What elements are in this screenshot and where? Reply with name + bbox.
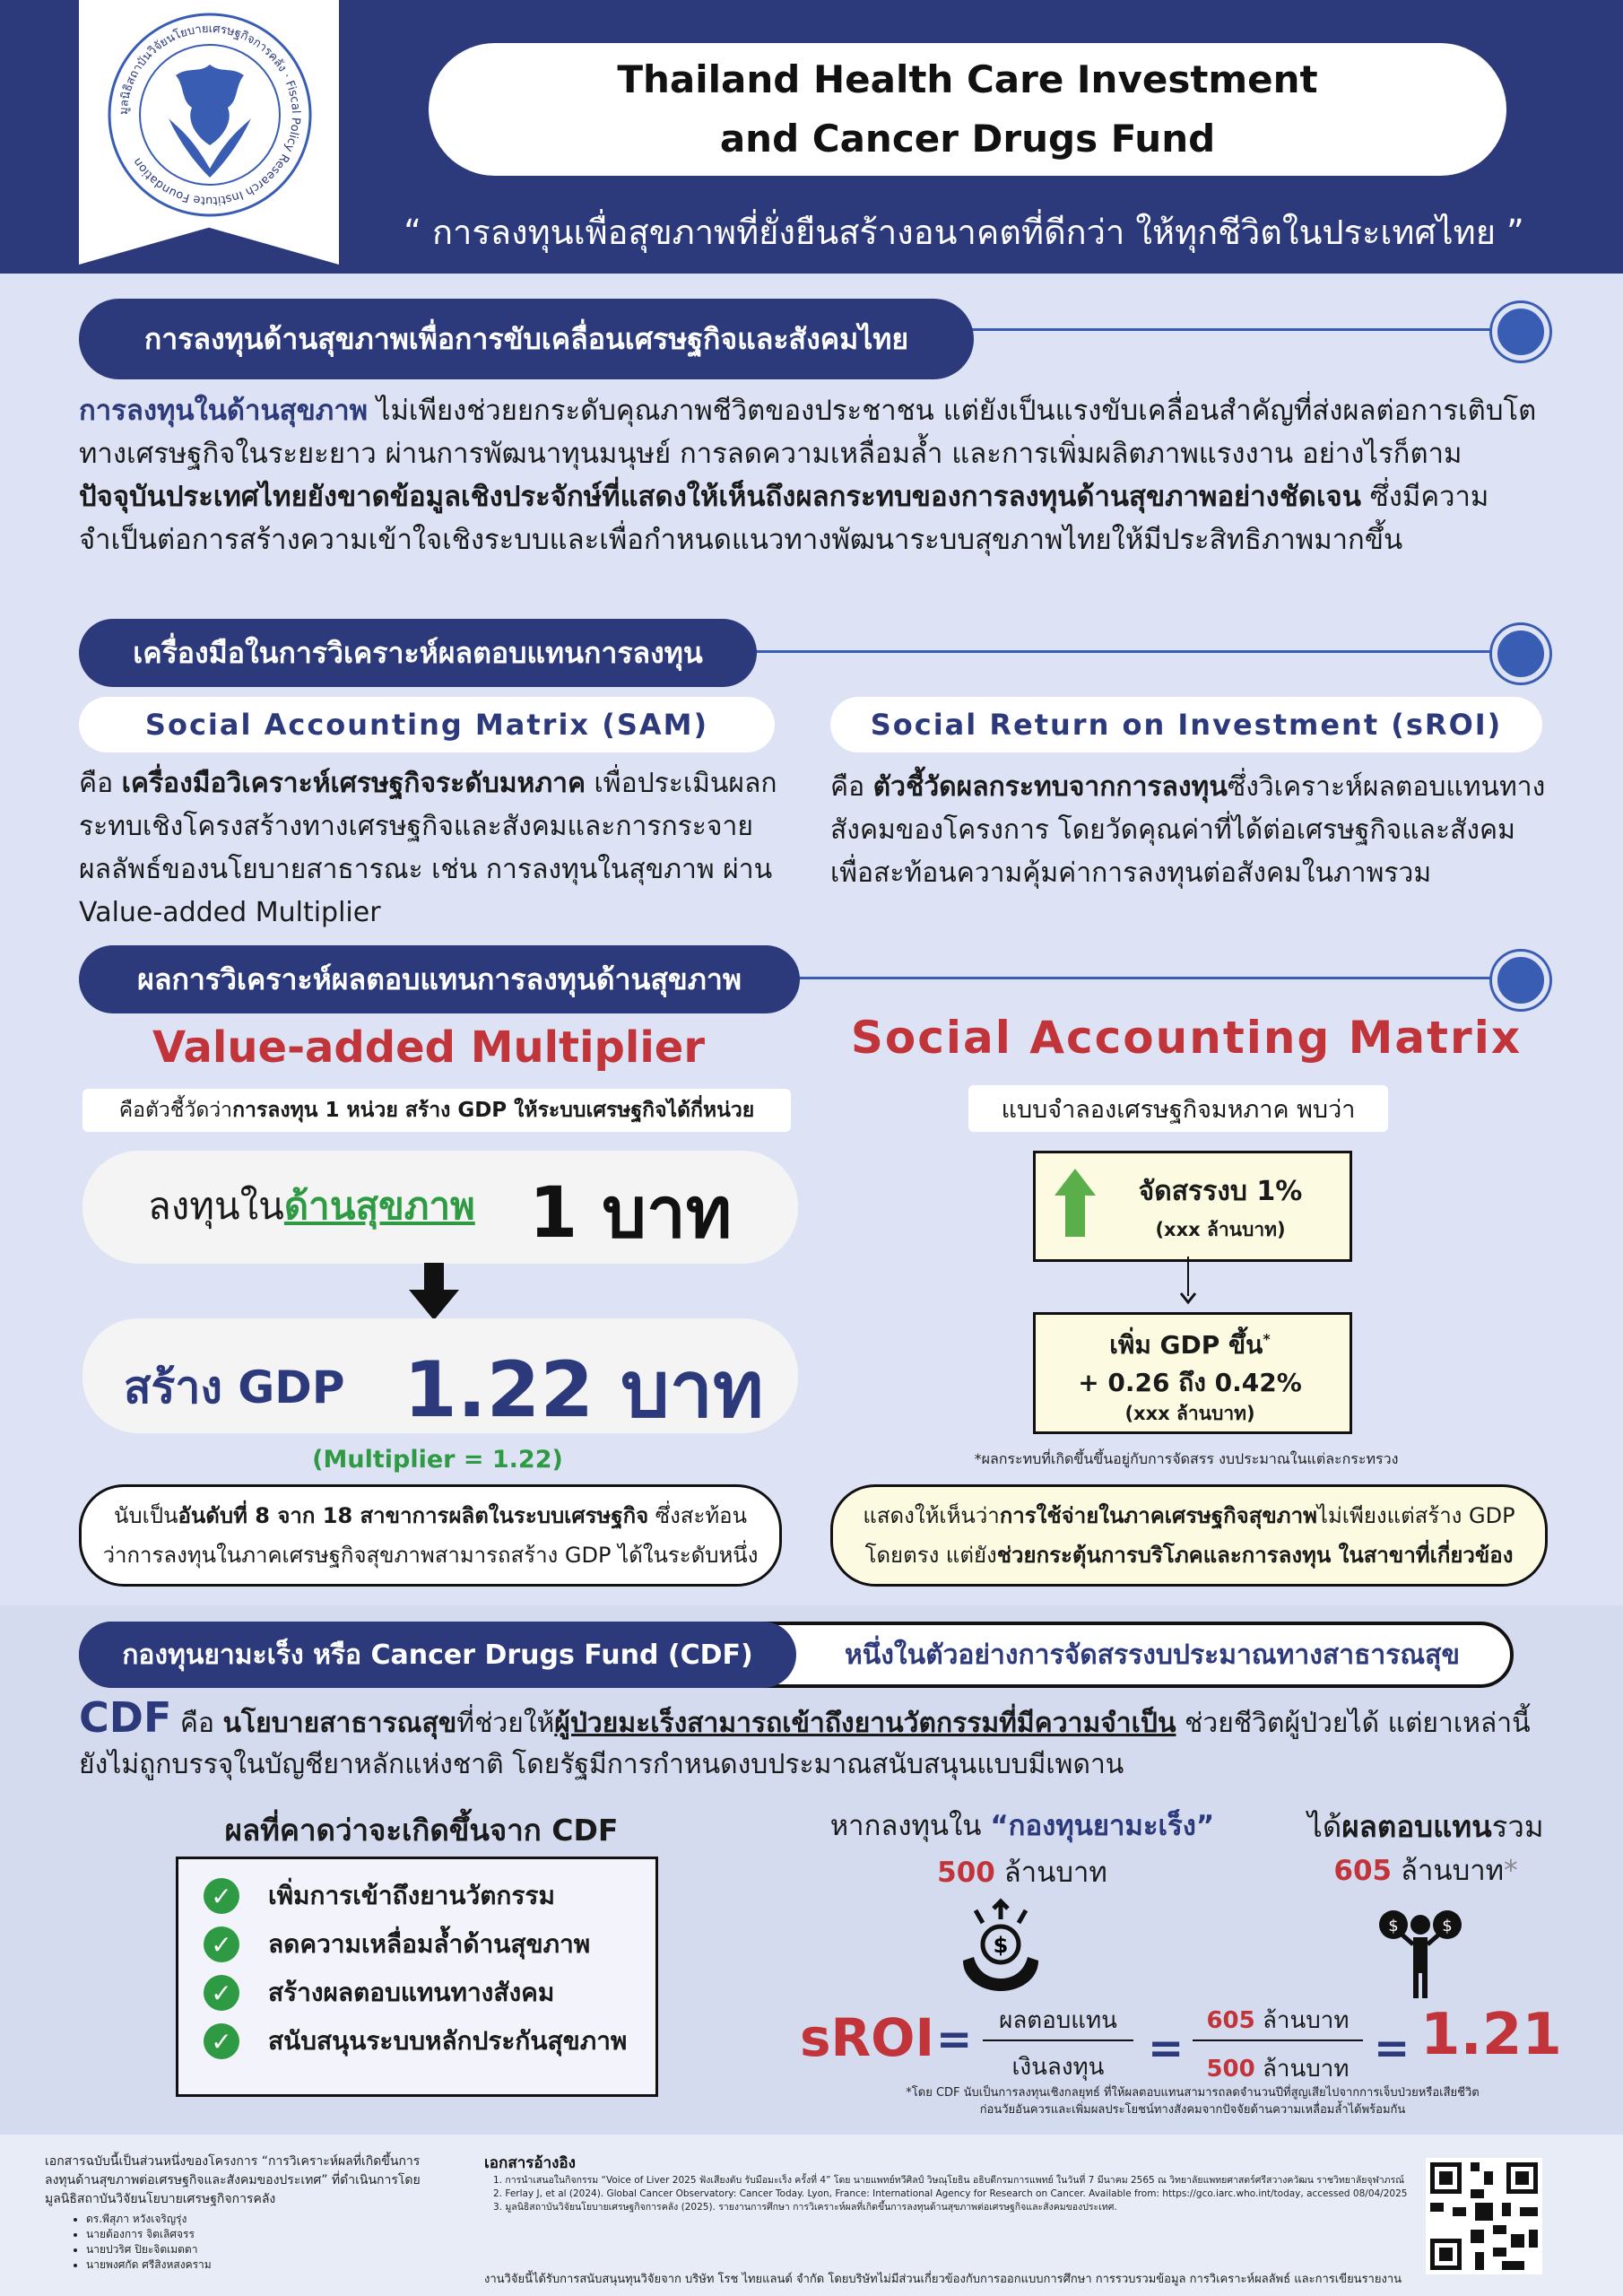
section3-dot	[1492, 952, 1549, 1009]
green-up-arrow-icon	[1055, 1169, 1096, 1237]
gdp-up-unit: (xxx ล้านบาท)	[1124, 1403, 1255, 1424]
title-line-2: and Cancer Drugs Fund	[719, 117, 1216, 161]
team-member: • ดร.พีสุภา หวังเจริญรุ่ง	[86, 2212, 427, 2227]
alloc-label: จัดสรรงบ 1%	[1138, 1176, 1303, 1207]
seal-text: มูลนิธิสถาบันวิจัยนโยบายเศรษฐกิจการคลัง · Fiscal Policy Research Institute Foundation	[117, 22, 303, 208]
cdf-return-value: 605	[1333, 1855, 1393, 1887]
cdf-return-pre: ได้	[1307, 1809, 1342, 1844]
frac1-den: เงินลงทุน	[1011, 2054, 1105, 2081]
spend-bold-2: ช่วยกระตุ้นการบริโภคและการลงทุน ในสาขาที่เกี่ยวข้อง	[996, 1543, 1514, 1568]
frac2-den	[1193, 2050, 1363, 2087]
spend-mid: ไม่เพียงแต่สร้าง GDP โดยตรง แต่ยัง	[864, 1503, 1515, 1568]
sam-footnote: *ผลกระทบที่เกิดขึ้นขึ้นอยู่กับการจัดสรร งบประมาณในแต่ละกระทรวง	[974, 1450, 1399, 1467]
eagle-seal-icon	[106, 11, 314, 219]
cdf-invest-fund: “กองทุนยามะเร็ง”	[990, 1810, 1215, 1842]
sam-description	[79, 762, 787, 935]
gdp-label: สร้าง GDP	[124, 1361, 345, 1413]
rank-bold: อันดับที่ 8 จาก 18 สาขาการผลิตในระบบเศรษฐกิจ	[178, 1503, 649, 1528]
cdf-return-amount	[1264, 1848, 1587, 1892]
expected-item-label: เพิ่มการเข้าถึงยานวัตกรรม	[268, 1881, 555, 1910]
sroi-title: Social Return on Investment (sROI)	[830, 697, 1542, 752]
cdf-invest-pre: หากลงทุนใน	[829, 1810, 982, 1842]
svg-text:$: $	[1442, 1917, 1453, 1935]
cdf-return-mark: *	[1504, 1855, 1518, 1887]
frac2-num-value: 605	[1206, 2007, 1255, 2034]
spend-box	[830, 1484, 1548, 1587]
cdf-pre: คือ	[171, 1708, 223, 1739]
invest-pre: ลงทุนใน	[148, 1184, 284, 1228]
cdf-description	[79, 1693, 1541, 1786]
sam-pre: คือ	[79, 768, 122, 799]
ref-item: 3. มูลนิธิสถาบันวิจัยนโยบายเศรษฐกิจการคลัง (2025). รายงานการศึกษา การวิเคราะห์ผลที่เกิดขึ้นการลงทุนด้านสุขภาพต่อเศรษฐกิจและสังคมของประเทศ.	[493, 2202, 1117, 2213]
section1-line	[897, 328, 1524, 331]
money-bags-person-icon	[1377, 1905, 1463, 1998]
sroi-value: 1.21	[1420, 2002, 1562, 2068]
title-line-1: Thailand Health Care Investment	[617, 57, 1318, 101]
section1-dot	[1492, 303, 1549, 361]
section4-tagline: หนึ่งในตัวอย่างการจัดสรรงบประมาณทางสาธารณสุข	[845, 1639, 1460, 1671]
equals-1: =	[936, 2014, 973, 2065]
refs-title: เอกสารอ้างอิง	[484, 2154, 576, 2172]
gdp-amount: 1.22 บาท	[404, 1345, 764, 1435]
frac2-bar	[1193, 2039, 1363, 2041]
sroi-rest: ซึ่งวิเคราะห์ผลตอบแทนทางสังคมของโครงการ โดยวัดคุณค่าที่ได้ต่อเศรษฐกิจและสังคมเพื่อสะท้อนความคุ้มค่าการลงทุนต่อสังคมในภาพรวม	[830, 771, 1546, 889]
cdf-invest-unit: ล้านบาท	[994, 1857, 1107, 1889]
section1-text-1: ไม่เพียงช่วยยกระดับคุณภาพชีวิตของประชาชน แต่ยังเป็นแรงขับเคลื่อนสำคัญที่ส่งผลต่อการเติบโตทางเศรษฐกิจในระยะยาว ผ่านการพัฒนาทุนมนุษย์ การลดความเหลื่อมล้ำ และการเพิ่มผลิตภาพแรงงาน อย่างไรก็ตาม	[79, 395, 1537, 470]
section1-text-2: ซึ่งมีความจำเป็นต่อการสร้างความเข้าใจเชิงระบบและเพื่อกำหนดแนวทางพัฒนาระบบสุขภาพไทยให้มีประสิทธิภาพมากขึ้น	[79, 481, 1489, 556]
gdp-up-label: เพิ่ม GDP ขึ้น	[1109, 1330, 1263, 1360]
vam-desc-bold: การลงทุน 1 หน่วย สร้าง GDP ให้ระบบเศรษฐกิจได้กี่หน่วย	[232, 1099, 755, 1122]
cdf-return-unit: ล้านบาท	[1392, 1855, 1505, 1887]
ref-item: 2. Ferlay J, et al (2024). Global Cancer Observatory: Cancer Today. Lyon, France: International Agency for Research on Cancer. Available from: https://gco.iarc.who.int/today, accessed 08/04/2025	[493, 2188, 1408, 2199]
expected-item-label: สนับสนุนระบบหลักประกันสุขภาพ	[268, 2026, 628, 2056]
title-box	[429, 43, 1506, 176]
rank-pre: นับเป็น	[114, 1503, 178, 1528]
cdf-footnote: *โดย CDF นับเป็นการลงทุนเชิงกลยุทธ์ ที่ให้ผลตอบแทนสามารถลดจำนวนปีที่สูญเสียไปจากการเจ็บป่วยหรือเสียชีวิตก่อนวัยอันควรและเพิ่มผลประโยชน์ทางสังคมจากปัจจัยด้านความเหลื่อมล้ำได้พร้อมกัน	[906, 2086, 1480, 2117]
expected-item-label: ลดความเหลื่อมล้ำด้านสุขภาพ	[268, 1929, 591, 1959]
cdf-bold: นโยบายสาธารณสุข	[222, 1708, 457, 1739]
slogan: “ การลงทุนเพื่อสุขภาพที่ยั่งยืนสร้างอนาคตที่ดีกว่า ให้ทุกชีวิตในประเทศไทย ”	[404, 213, 1524, 252]
frac1-bar	[983, 2039, 1133, 2041]
frac1-num: ผลตอบแทน	[999, 2007, 1117, 2034]
footer-team	[50, 2212, 427, 2273]
equals-3: =	[1374, 2023, 1410, 2074]
section3-line	[771, 977, 1524, 979]
sroi-pre: คือ	[830, 771, 873, 803]
spend-text	[848, 1496, 1530, 1575]
cdf-return-post: รวม	[1491, 1809, 1544, 1844]
refs-list	[493, 2174, 1417, 2214]
frac2-den-unit: ล้านบาท	[1254, 2056, 1350, 2083]
section2-dot	[1492, 625, 1549, 683]
alloc-unit: (xxx ล้านบาท)	[1155, 1219, 1286, 1240]
sam-rest: เพื่อประเมินผลกระทบเชิงโครงสร้างทางเศรษฐกิจและสังคมและการกระจายผลลัพธ์ของนโยบายสาธารณะ เช่น การลงทุนในสุขภาพ ผ่าน Value-added Multiplier	[79, 768, 777, 928]
frac2-num	[1193, 2002, 1363, 2039]
invest-amount: 1 บาท	[529, 1173, 733, 1254]
sroi-label: sROI	[800, 2007, 935, 2068]
sam-title: Social Accounting Matrix (SAM)	[79, 697, 775, 752]
section1-paragraph	[79, 389, 1541, 561]
expected-item	[204, 1872, 655, 1920]
vam-desc-pre: คือตัวชี้วัดว่า	[118, 1099, 233, 1122]
cdf-invest-amount	[789, 1849, 1255, 1894]
gdp-up-range: + 0.26 ถึง 0.42%	[1078, 1368, 1302, 1397]
section1-lead: การลงทุนในด้านสุขภาพ	[79, 395, 369, 427]
expected-title: ผลที่คาดว่าจะเกิดขึ้นจาก CDF	[224, 1813, 619, 1848]
section4-heading: กองทุนยามะเร็ง หรือ Cancer Drugs Fund (CDF)	[79, 1622, 796, 1688]
spend-pre: แสดงให้เห็นว่า	[863, 1503, 1000, 1528]
section1-bold: ปัจจุบันประเทศไทยยังขาดข้อมูลเชิงประจักษ์ที่แสดงให้เห็นถึงผลกระทบของการลงทุนด้านสุขภาพอย่างชัดเจน	[79, 481, 1361, 513]
section3-heading: ผลการวิเคราะห์ผลตอบแทนการลงทุนด้านสุขภาพ	[79, 945, 800, 1013]
sam-result-desc: แบบจำลองเศรษฐกิจมหภาค พบว่า	[968, 1085, 1388, 1132]
cdf-mid: ที่ช่วยให้	[456, 1708, 555, 1739]
qr-code-icon[interactable]	[1426, 2158, 1542, 2274]
team-member: • นายพงศกัด ศรีสิงหสงคราม	[86, 2257, 427, 2273]
checkmark-icon: ✓	[204, 1975, 239, 2011]
expected-item	[204, 1920, 655, 1969]
section2-line	[735, 650, 1524, 653]
sroi-bold: ตัวชี้วัดผลกระทบจากการลงทุน	[872, 771, 1228, 803]
rank-rest: ซึ่งสะท้อนว่าการลงทุนในภาคเศรษฐกิจสุขภาพสามารถสร้าง GDP ได้ในระดับหนึ่ง	[102, 1503, 759, 1568]
rank-text	[99, 1496, 762, 1575]
cdf-invest-line	[789, 1803, 1255, 1848]
gdp-up-mark: *	[1263, 1330, 1271, 1348]
expected-box	[176, 1857, 658, 2097]
sroi-description	[830, 766, 1548, 895]
expected-item-label: สร้างผลตอบแทนทางสังคม	[268, 1978, 555, 2007]
cdf-return-line	[1264, 1803, 1587, 1850]
team-member: • นายต้องการ จิตเลิศจรร	[86, 2227, 427, 2242]
ref-item: 1. การนำเสนอในกิจกรรม “Voice of Liver 2025 ฟังเสียงตับ รับมือมะเร็ง ครั้งที่ 4” โดย นายแพทย์ทวีศิลป์ วิษณุโยธิน อธิบดีกรมการแพทย์ ในวันที่ 7 มีนาคม 2565 ณ วิทยาลัยแพทยศาสตร์ศรีสวางควัฒน ราชวิทยาลัยจุฬาภรณ์	[493, 2175, 1404, 2186]
multiplier-note: (Multiplier = 1.22)	[312, 1446, 563, 1474]
expected-item	[204, 2017, 655, 2066]
cdf-invest-value: 500	[937, 1857, 995, 1889]
section2-heading: เครื่องมือในการวิเคราะห์ผลตอบแทนการลงทุน	[79, 619, 757, 687]
chevron-down-icon	[1179, 1290, 1197, 1308]
sam-result-title: Social Accounting Matrix	[850, 1012, 1523, 1064]
invest-label	[148, 1177, 475, 1236]
down-arrow-icon	[409, 1263, 459, 1320]
frac2-den-value: 500	[1206, 2056, 1255, 2083]
spend-bold-1: การใช้จ่ายในภาคเศรษฐกิจสุขภาพ	[999, 1503, 1317, 1528]
checkmark-icon: ✓	[204, 1878, 239, 1914]
sam-bold: เครื่องมือวิเคราะห์เศรษฐกิจระดับมหภาค	[121, 768, 586, 799]
section1-heading: การลงทุนด้านสุขภาพเพื่อการขับเคลื่อนเศรษฐกิจและสังคมไทย	[79, 299, 974, 379]
funding-note: งานวิจัยนี้ได้รับการสนับสนุนทุนวิจัยจาก บริษัท โรช ไทยแลนด์ จำกัด โดยบริษัทไม่มีส่วนเกี่ยวข้องกับการออกแบบการศึกษา การรวบรวมข้อมูล การวิเคราะห์ผลลัพธ์ และการเขียนรายงาน	[484, 2273, 1402, 2286]
cdf-abbr: CDF	[79, 1693, 172, 1742]
svg-text:$: $	[993, 1933, 1009, 1958]
rank-box	[79, 1484, 782, 1587]
cdf-rest: ช่วยชีวิตผู้ป่วยได้ แต่ยาเหล่านี้ยังไม่ถูกบรรจุในบัญชียาหลักแห่งชาติ โดยรัฐมีการกำหนดงบประมาณสนับสนุนแบบมีเพดาน	[79, 1708, 1531, 1780]
checkmark-icon: ✓	[204, 2023, 239, 2059]
equals-2: =	[1148, 2023, 1185, 2074]
gdp-up-label-line	[1033, 1326, 1347, 1365]
frac2-num-unit: ล้านบาท	[1254, 2007, 1350, 2034]
expected-item	[204, 1969, 655, 2017]
checkmark-icon: ✓	[204, 1926, 239, 1962]
invest-sector: ด้านสุขภาพ	[283, 1184, 475, 1228]
vam-title: Value-added Multiplier	[152, 1022, 706, 1073]
vam-description	[82, 1089, 791, 1132]
svg-text:$: $	[1388, 1917, 1399, 1935]
team-member: • นายปวริศ ปิยะจิตเมตตา	[86, 2242, 427, 2257]
cdf-return-bold: ผลตอบแทน	[1341, 1809, 1492, 1844]
footer-about: เอกสารฉบับนี้เป็นส่วนหนึ่งของโครงการ “การวิเคราะห์ผลที่เกิดขึ้นการลงทุนด้านสุขภาพต่อเศรษฐกิจและสังคมของประเทศ” ที่ดำเนินการโดยมูลนิธิสถาบันวิจัยนโยบายเศรษฐกิจการคลัง	[45, 2154, 421, 2206]
cdf-underlined: ผู้ป่วยมะเร็งสามารถเข้าถึงยานวัตกรรมที่มีความจำเป็น	[554, 1708, 1176, 1739]
money-hands-icon	[959, 1898, 1042, 1996]
